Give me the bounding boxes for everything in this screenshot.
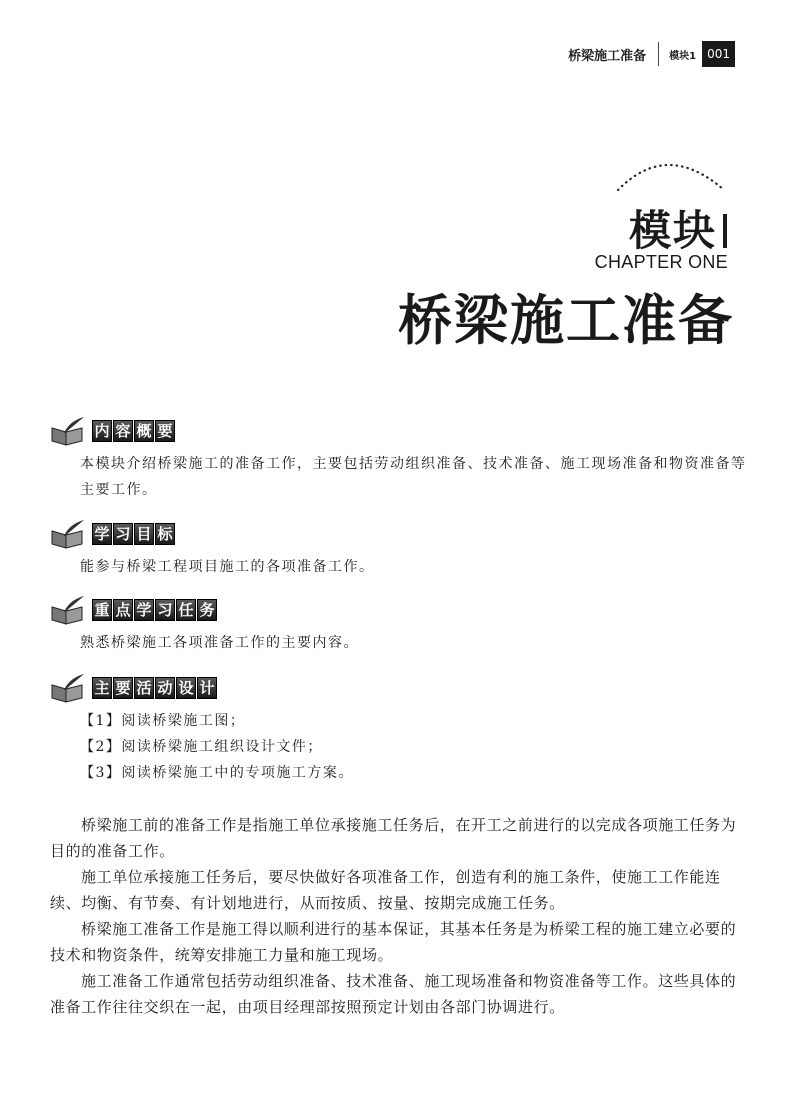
book-quill-icon	[50, 673, 86, 703]
section-heading	[50, 518, 750, 550]
title-char: 要	[155, 420, 175, 442]
running-header	[568, 40, 735, 68]
title-char: 务	[197, 599, 217, 621]
section-text: 熟悉桥梁施工各项准备工作的主要内容。	[80, 635, 359, 651]
title-char: 学	[134, 599, 154, 621]
paragraph: 施工单位承接施工任务后，要尽快做好各项准备工作，创造有利的施工条件，使施工工作能连续、均衡、有节奏、有计划地进行，从而按质、按量、按期完成施工任务。	[50, 868, 721, 912]
section-overview	[50, 415, 750, 503]
running-header-title: 桥梁施工准备	[568, 48, 647, 64]
list-item: 【2】阅读桥梁施工组织设计文件；	[80, 739, 323, 755]
title-char: 标	[155, 523, 175, 545]
title-char: 任	[176, 599, 196, 621]
title-char: 习	[155, 599, 175, 621]
book-quill-icon	[50, 519, 86, 549]
section-heading	[50, 415, 750, 447]
book-quill-icon	[50, 416, 86, 446]
title-char: 设	[176, 677, 196, 699]
running-header-module: 模块1	[669, 50, 697, 62]
chapter-title: 桥梁施工准备	[398, 289, 734, 352]
section-title	[92, 523, 176, 545]
title-char: 重	[92, 599, 112, 621]
list-item: 【1】阅读桥梁施工图；	[80, 713, 246, 729]
section-activities	[50, 672, 750, 786]
page-number: 001	[702, 41, 735, 67]
paragraph: 桥梁施工前的准备工作是指施工单位承接施工任务后，在开工之前进行的以完成各项施工任务为目的的准备工作。	[50, 816, 737, 860]
title-char: 容	[113, 420, 133, 442]
title-char: 内	[92, 420, 112, 442]
paragraph: 施工准备工作通常包括劳动组织准备、技术准备、施工现场准备和物资准备等工作。这些具体的准备工作往往交织在一起，由项目经理部按照预定计划由各部门协调进行。	[50, 972, 737, 1016]
title-char: 主	[92, 677, 112, 699]
title-char: 目	[134, 523, 154, 545]
chapter-english: CHAPTER ONE	[594, 252, 728, 272]
section-text: 能参与桥梁工程项目施工的各项准备工作。	[80, 559, 375, 575]
body-text	[50, 812, 740, 1020]
title-char: 学	[92, 523, 112, 545]
section-title	[92, 677, 218, 699]
header-divider	[658, 42, 659, 66]
section-heading	[50, 672, 750, 704]
activity-list	[80, 708, 750, 786]
title-char: 活	[134, 677, 154, 699]
section-title	[92, 599, 218, 621]
section-goals	[50, 518, 750, 580]
list-item: 【3】阅读桥梁施工中的专项施工方案。	[80, 765, 354, 781]
title-char: 计	[197, 677, 217, 699]
section-key-tasks	[50, 594, 750, 656]
title-char: 动	[155, 677, 175, 699]
dotted-arc-decoration	[612, 150, 732, 210]
module-number-one	[723, 214, 727, 248]
section-title	[92, 420, 176, 442]
section-text: 本模块介绍桥梁施工的准备工作，主要包括劳动组织准备、技术准备、施工现场准备和物资准备等主要工作。	[80, 456, 747, 498]
section-heading	[50, 594, 750, 626]
paragraph: 桥梁施工准备工作是施工得以顺利进行的基本保证，其基本任务是为桥梁工程的施工建立必要的技术和物资条件，统筹安排施工力量和施工现场。	[50, 920, 737, 964]
module-label	[629, 208, 727, 254]
title-char: 点	[113, 599, 133, 621]
book-quill-icon	[50, 595, 86, 625]
title-char: 要	[113, 677, 133, 699]
title-char: 习	[113, 523, 133, 545]
title-char: 概	[134, 420, 154, 442]
module-label-text: 模块	[628, 206, 717, 255]
